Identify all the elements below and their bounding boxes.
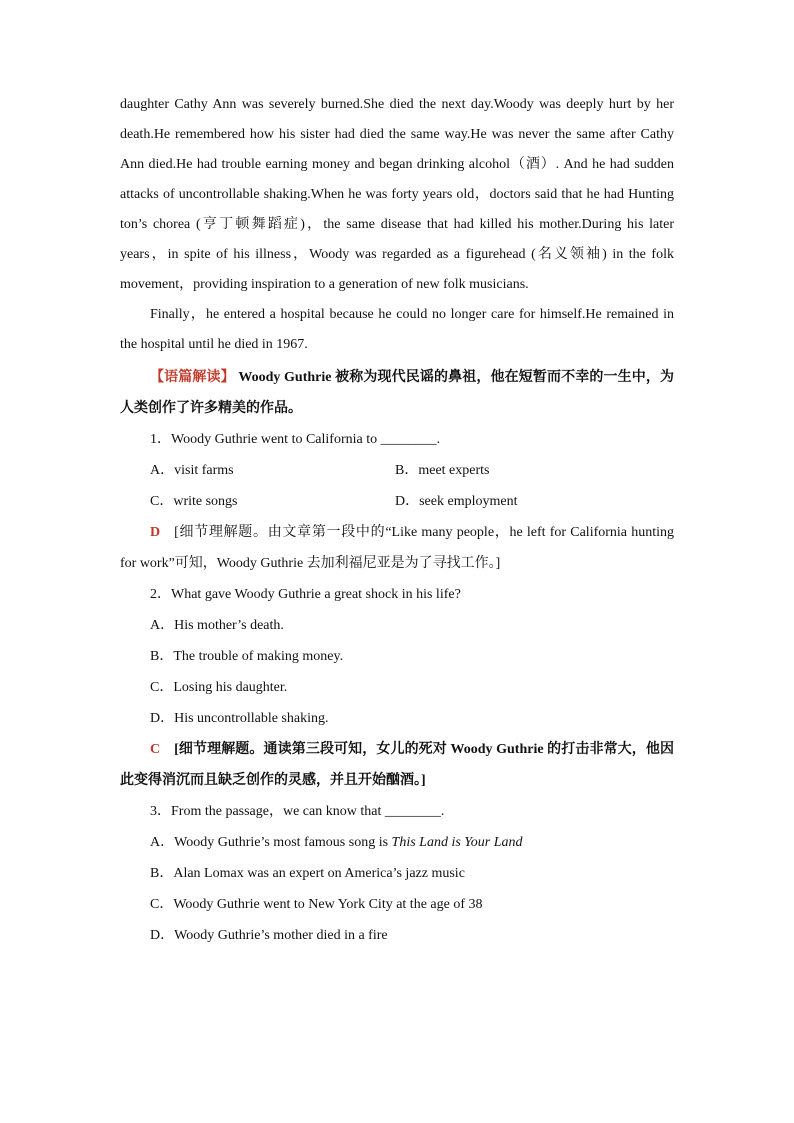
document-page <box>120 90 674 951</box>
question-2-stem: 2．What gave Woody Guthrie a great shock in his life? <box>150 587 461 602</box>
question-3 <box>120 796 674 951</box>
question-2-option-a: A．His mother’s death. <box>150 618 284 633</box>
question-1 <box>120 424 674 579</box>
question-3-stem: 3．From the passage，we can know that ________. <box>150 804 445 819</box>
passage-paragraph-2: Finally，he entered a hospital because he could no longer care for himself.He remained in the hospital until he died in 1967. <box>120 307 674 352</box>
question-3-option-c: C．Woody Guthrie went to New York City at the age of 38 <box>150 897 483 912</box>
summary-tag: 【语篇解读】 <box>150 370 235 385</box>
question-1-option-a: A．visit farms <box>150 463 234 478</box>
question-3-option-d: D．Woody Guthrie’s mother died in a fire <box>150 928 388 943</box>
question-1-explanation <box>120 517 674 579</box>
question-1-explanation-text: [细节理解题。由文章第一段中的“Like many people，he left for California hunting for work”可知，Woody Guthrie 去加利福尼亚是为了寻找工作。] <box>120 525 674 571</box>
question-3-option-a-prefix: A．Woody Guthrie’s most famous song is <box>150 835 392 850</box>
summary-text: Woody Guthrie 被称为现代民谣的鼻祖，他在短暂而不幸的一生中，为人类创作了许多精美的作品。 <box>120 370 675 416</box>
passage-summary <box>120 362 674 424</box>
question-2-explanation <box>120 734 674 796</box>
passage-paragraph-1: daughter Cathy Ann was severely burned.She died the next day.Woody was deeply hurt by her death.He remembered how his sister had died the same way.He was never the same after Cathy Ann died.He had trouble earning money and began drinking alcohol（酒）. And he had sudden attacks of uncontrollable shaking.When he was forty years old，doctors said that he had Hunting ton’s chorea (亨丁顿舞蹈症)，the same disease that had killed his mother.During his later years，in spite of his illness，Woody was regarded as a figurehead (名义领袖) in the folk movement，providing inspiration to a generation of new folk musicians. <box>120 97 674 292</box>
question-1-options-row-2 <box>120 486 674 517</box>
question-1-options-row-1 <box>120 455 674 486</box>
question-3-option-b: B．Alan Lomax was an expert on America’s jazz music <box>150 866 465 881</box>
question-3-option-a <box>120 827 674 858</box>
question-1-option-d: D．seek employment <box>395 494 518 509</box>
question-2-option-d: D．His uncontrollable shaking. <box>150 711 329 726</box>
song-title: This Land is Your Land <box>391 835 523 850</box>
question-2-answer: C <box>150 742 161 757</box>
question-2-option-c: C．Losing his daughter. <box>150 680 288 695</box>
question-2 <box>120 579 674 796</box>
question-2-option-b: B．The trouble of making money. <box>150 649 344 664</box>
question-2-explanation-text: [细节理解题。通读第三段可知，女儿的死对 Woody Guthrie 的打击非常大，他因此变得消沉而且缺乏创作的灵感，并且开始酗酒。] <box>120 742 674 788</box>
question-1-option-b: B．meet experts <box>395 463 490 478</box>
question-1-stem: 1．Woody Guthrie went to California to ________. <box>150 432 441 447</box>
question-1-option-c: C．write songs <box>150 494 238 509</box>
question-1-answer: D <box>150 525 161 540</box>
